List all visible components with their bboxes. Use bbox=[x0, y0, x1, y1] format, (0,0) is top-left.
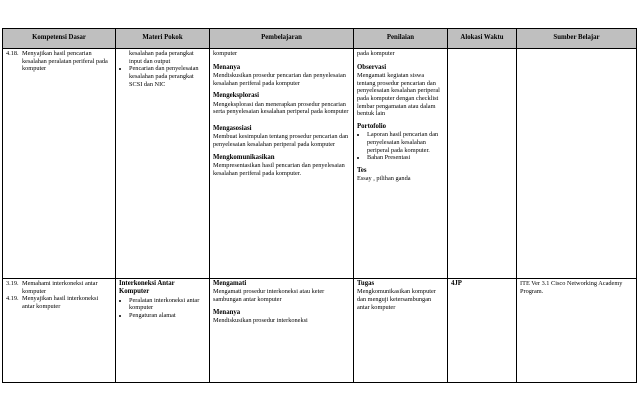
penilaian-cell bbox=[354, 49, 448, 279]
sumber-cell bbox=[517, 279, 637, 383]
tugas-title: Tugas bbox=[357, 280, 375, 287]
kd-number: 4.19. bbox=[6, 295, 19, 303]
materi-title: Interkoneksi Antar Komputer bbox=[119, 280, 175, 296]
kd-cell bbox=[3, 279, 116, 383]
observasi-text: Mengamati kegiatan siswa tentang prosedur pencarian dan penyelesaian kesalahan periperal pada komputer dengan checklist lembar pengamatan atau dalam bentuk lain bbox=[357, 71, 440, 118]
list-item: • Laporan hasil pencarian dan penyelesaian kesalahan periperal pada komputer. bbox=[367, 131, 444, 154]
materi-list bbox=[119, 297, 206, 320]
list-item: • Bahan Presentasi bbox=[367, 154, 444, 162]
materi-list bbox=[119, 65, 206, 88]
sumber-text: ITE Ver 3.1 Cisco Networking Academy Program. bbox=[520, 280, 623, 295]
list-item: • Pencarian dan penyelesaian kesalahan pada perangkat SCSI dan NIC bbox=[129, 65, 206, 88]
header-sumber-belajar: Sumber Belajar bbox=[517, 29, 637, 49]
list-item: • Peralatan interkoneksi antar komputer bbox=[129, 297, 206, 312]
section-title: Mengasosiasi bbox=[213, 124, 252, 132]
syllabus-table bbox=[2, 28, 637, 383]
section-text: Mempresentasikan hasil pencarian dan penyelesaian kesalahan periferal pada komputer. bbox=[213, 161, 345, 177]
table-row bbox=[3, 279, 637, 383]
section-text: Mengamati prosedur interkoneksi atau keter sambungan antar komputer bbox=[213, 288, 325, 303]
section-text: Mendiskusikan prosedur pencarian dan penyelesaian kesalahan periferal pada komputer bbox=[213, 71, 346, 87]
pembelajaran-cell bbox=[210, 49, 354, 279]
header-row bbox=[3, 29, 637, 49]
observasi-title: Observasi bbox=[357, 63, 387, 71]
kd-cell bbox=[3, 49, 116, 279]
materi-continued-text: kesalahan pada perangkat input dan output bbox=[129, 50, 194, 65]
alokasi-cell bbox=[448, 49, 517, 279]
kd-item bbox=[6, 280, 112, 295]
header-penilaian: Penilaian bbox=[354, 29, 448, 49]
section-title: Menanya bbox=[213, 63, 241, 71]
pembelajaran-continued-text: komputer bbox=[213, 50, 238, 57]
tes-text: Essay , pilihan ganda bbox=[357, 175, 411, 183]
kd-number: 4.18. bbox=[6, 50, 19, 57]
kd-text: Menyajikan hasil interkoneksi antar komputer bbox=[22, 295, 99, 311]
pembelajaran-cell bbox=[210, 279, 354, 383]
portofolio-list bbox=[357, 131, 444, 162]
table-row bbox=[3, 49, 637, 279]
alokasi-cell bbox=[448, 279, 517, 383]
header-kompetensi-dasar: Kompetensi Dasar bbox=[3, 29, 116, 49]
section-title: Menanya bbox=[213, 308, 241, 316]
list-item: • Pengaturan alamat bbox=[129, 312, 206, 320]
kd-number: 3.19. bbox=[6, 280, 19, 287]
materi-cell bbox=[116, 49, 210, 279]
sumber-cell bbox=[517, 49, 637, 279]
section-title: Mengamati bbox=[213, 280, 247, 287]
alokasi-value: 4JP bbox=[451, 280, 462, 287]
section-text: Mengeksplorasi dan menerapkan prosedur pencarian serta penyelesaian kesalahan periperal pada komputer bbox=[213, 100, 349, 116]
tes-title: Tes bbox=[357, 166, 367, 174]
section-text: Membuat kesimpulan tentang prosedur pencarian dan penyelesaian kesalahan periperal pada komputer bbox=[213, 133, 349, 148]
kd-item bbox=[6, 50, 112, 73]
kd-text: Menyajikan hasil pencarian kesalahan peralatan periferal pada komputer bbox=[22, 50, 108, 73]
tugas-text: Mengkomunikasikan komputer dan menguji ketersambungan antar komputer bbox=[357, 288, 436, 311]
section-title: Mengeksplorasi bbox=[213, 92, 260, 100]
header-alokasi-waktu: Alokasi Waktu bbox=[448, 29, 517, 49]
header-pembelajaran: Pembelajaran bbox=[210, 29, 354, 49]
penilaian-cell bbox=[354, 279, 448, 383]
penilaian-continued-text: pada komputer bbox=[357, 50, 395, 57]
section-text: Mendiskusikan prosedur interkoneksi bbox=[213, 316, 308, 324]
portofolio-title: Portofolio bbox=[357, 122, 387, 130]
header-materi-pokok: Materi Pokok bbox=[116, 29, 210, 49]
materi-cell bbox=[116, 279, 210, 383]
section-title: Mengkomunikasikan bbox=[213, 153, 275, 161]
kd-item bbox=[6, 295, 112, 310]
kd-text: Memahami interkoneksi antar komputer bbox=[22, 280, 98, 295]
